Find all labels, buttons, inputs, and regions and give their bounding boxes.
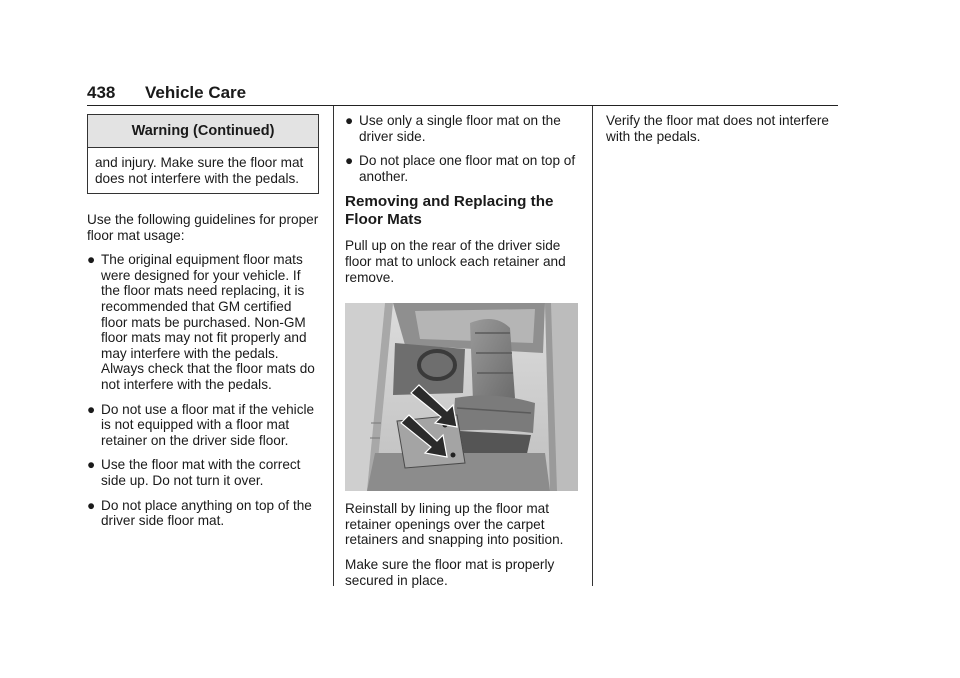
paragraph: Reinstall by lining up the floor mat retainer openings over the carpet retainers and snapping into position.: [345, 501, 564, 548]
section-title: Vehicle Care: [145, 83, 247, 102]
bullet-icon: ●: [87, 252, 96, 268]
warning-box: [87, 114, 319, 194]
intro-paragraph: Use the following guidelines for proper floor mat usage:: [87, 212, 319, 243]
column-middle: [345, 113, 580, 597]
column-left: [87, 114, 319, 538]
page-number: 438: [87, 83, 116, 102]
list-item-text: Do not place anything on top of the driver side floor mat.: [101, 497, 312, 529]
bullet-icon: ●: [345, 153, 354, 169]
paragraph: Make sure the floor mat is properly secured in place.: [345, 556, 555, 588]
list-item-text: Use the floor mat with the correct side up. Do not turn it over.: [101, 457, 301, 488]
column-divider: [592, 106, 593, 586]
list-item: [345, 153, 580, 184]
section-heading: Removing and Replacing the Floor Mats: [345, 193, 554, 229]
page-header: [87, 83, 838, 106]
paragraph: Pull up on the rear of the driver side floor mat to unlock each retainer and remove.: [345, 238, 566, 285]
paragraph: Verify the floor mat does not interfere with the pedals.: [606, 113, 829, 144]
bullet-icon: ●: [345, 113, 354, 128]
list-item-text: The original equipment floor mats were designed for your vehicle. If the floor mats need replacing, it is recommended that GM certified floor mats be purchased. Non-GM floor mats may not fit properly and may interfere with the pedals. Always check that the floor mats do not interfere with the pedals.: [101, 252, 315, 392]
list-item: [87, 498, 319, 529]
warning-title: Warning (Continued): [88, 115, 318, 148]
list-item: [87, 457, 319, 488]
list-item-text: Do not place one floor mat on top of another.: [359, 153, 576, 184]
warning-text: and injury. Make sure the floor mat does not interfere with the pedals.: [95, 155, 304, 186]
column-right: [606, 113, 838, 153]
list-item: [87, 402, 319, 449]
bullet-icon: ●: [87, 457, 96, 473]
list-item: [87, 252, 319, 392]
list-item: [345, 113, 580, 144]
bullet-icon: ●: [87, 401, 96, 417]
column-divider: [333, 106, 334, 586]
list-item-text: Do not use a floor mat if the vehicle is not equipped with a floor mat retainer on the driver side floor.: [101, 401, 315, 448]
floor-mat-illustration: [345, 303, 578, 491]
bullet-icon: ●: [87, 497, 96, 513]
list-item-text: Use only a single floor mat on the driver side.: [359, 113, 561, 144]
